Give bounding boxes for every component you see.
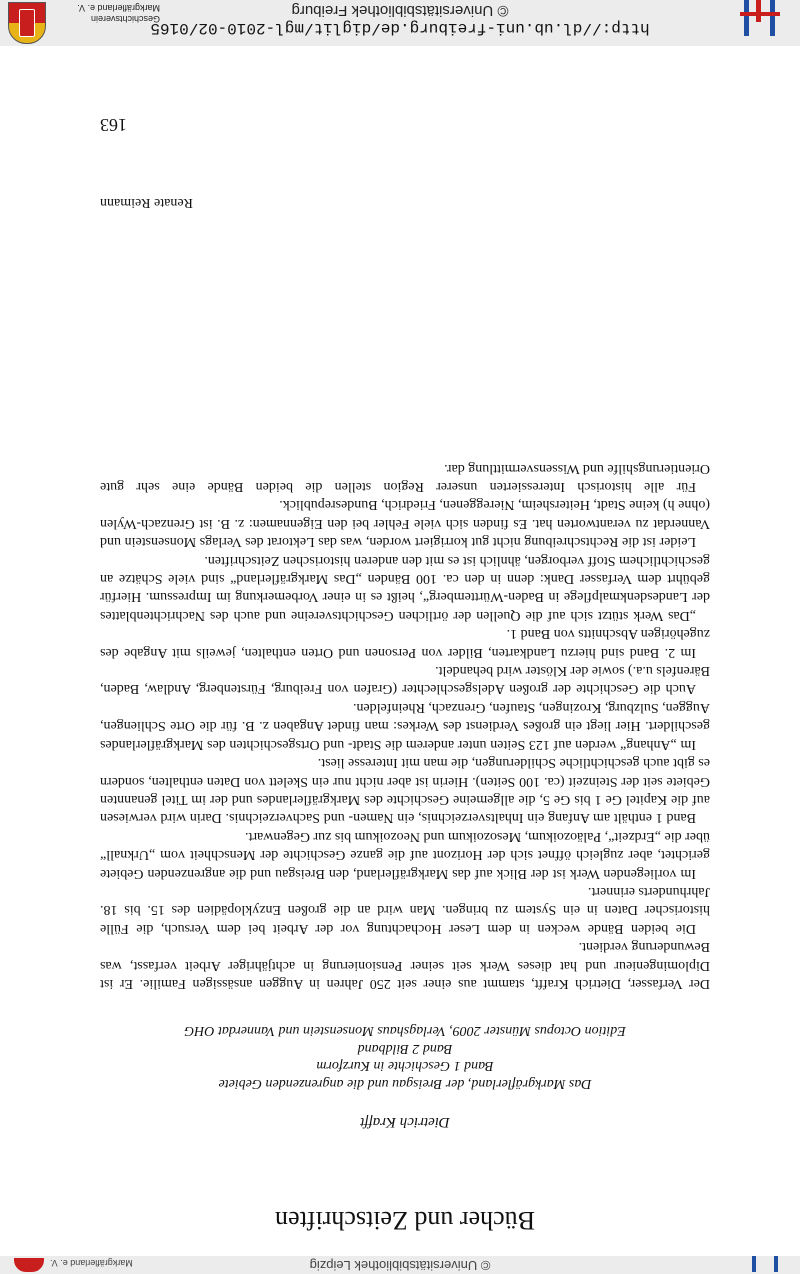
paragraph: Auch die Geschichte der großen Adelsgeschlechter (Grafen von Freiburg, Fürstenberg, Andlaw, Baden, Bärenfels u.a.) sowie der Klöster wird behandelt. bbox=[100, 663, 710, 697]
footer-crest-icon bbox=[14, 1258, 44, 1272]
geschichtsverein-crest-icon bbox=[8, 2, 46, 44]
paragraph: „Das Werk stützt sich auf die Quellen der örtlichen Geschichtsvereine und auch des Nachrichtenblattes der Landesdenkmalpflege in Baden-Württemberg“, heißt es in einer Vorbemerkung im Impressum. Hierfür gebührt dem Verfasser Dank: denn in den ca. 100 Bänden „Das Markgräflerland“ sind viele Schätze an geschichtlichem Stoff verborgen, ähnlich ist es mit den anderen historischen Zeitschriften. bbox=[100, 552, 710, 623]
copyright-notice: © Universitätsbibliothek Freiburg bbox=[291, 2, 509, 19]
paragraph: Leider ist die Rechtschreibung nicht gut korrigiert worden, was das Lektorat des Verlags Monsenstein und Vannerdat zu verantworten hat. Es finden sich viele Fehler bei den Eigennamen: z. B. ist Grenzach-Wylen (ohne h) keine Stadt, Heitersheim, Niereggenen, Friedrich, Bundesrepublick. bbox=[100, 497, 710, 550]
biblio-line: Band 2 Bildband bbox=[357, 1041, 453, 1056]
paragraph: Im 2. Band sind hierzu Landkarten, Bilder von Personen und Orten enthalten, jeweils mit Angabe des zugehörigen Abschnitts von Band 1. bbox=[100, 626, 710, 660]
paragraph: Band 1 enthält am Anfang ein Inhaltsverzeichnis, ein Namen- und Sachverzeichnis. Darin wird verwiesen auf die Kapitel Ge 1 bis Ge 5, die allgemeine Geschichte des Markgräflerlandes und der im Titel genannten Gebiete seit der Steinzeit (ca. 100 Seiten). Hierin ist aber nicht nur ein Skelett von Daten enthalten, sondern es gibt auch geschichtliche Schilderungen, die man mit Interesse liest. bbox=[100, 755, 710, 826]
viewer-footer-bar bbox=[0, 1256, 800, 1274]
paragraph: Im „Anhang“ werden auf 123 Seiten unter anderem die Stadt- und Ortsgeschichten des Markgräflerlandes geschildert. Hier liegt ein großes Verdienst des Werkes: man findet Angaben z. B. für die Orte Schliengen, Auggen, Sulzburg, Krozingen, Staufen, Grenzach, Rheinfelden. bbox=[100, 699, 710, 752]
viewer-header-bar bbox=[0, 0, 800, 46]
paragraph: Im vorliegenden Werk ist der Blick auf das Markgräflerland, den Breisgau und die angrenzenden Gebiete gerichtet, aber zugleich öffnet sich der Horizont auf die ganze Geschichte der Menschheit vom „Urknall“ über die „Erdzeit“, Paläozoikum, Mesozoikum und Neozoikum bis zur Gegenwart. bbox=[100, 828, 710, 881]
scanned-page bbox=[100, 100, 710, 1240]
footer-society-label: Markgräflerland e. V. bbox=[50, 1258, 133, 1268]
biblio-line: Das Markgräflerland, der Breisgau und die angrenzenden Gebiete bbox=[218, 1076, 592, 1091]
society-label: Geschichtsverein Markgräflerland e. V. bbox=[77, 3, 160, 24]
bibliographic-entry bbox=[100, 1022, 710, 1092]
paragraph: Für alle historisch Interessierten unserer Region stellen die beiden Bände eine sehr gute Orientierungshilfe und Wissensvermittlung dar. bbox=[100, 460, 710, 495]
book-author: Dietrich Krafft bbox=[360, 1114, 450, 1130]
reviewer-signature: Renate Reimann bbox=[100, 195, 193, 210]
biblio-line: Band 1 Geschichte in Kurzform bbox=[316, 1058, 494, 1074]
document-url[interactable]: http://dl.ub.uni-freiburg.de/diglit/mgl-2010-02/0165 bbox=[150, 19, 650, 37]
footer-copyright: © Universitätsbibliothek Leipzig bbox=[309, 1258, 491, 1273]
ub-freiburg-logo-icon bbox=[740, 0, 780, 38]
paragraph: Der Verfasser, Dietrich Krafft, stammt aus einer seit 250 Jahren in Auggen ansässigen Familie. Er ist Diplomingenieur und hat dieses Werk seit seiner Pensionierung in achtjähriger Arbeit verfasst, was Bewunderung verdient. bbox=[100, 939, 710, 991]
paragraph: Die beiden Bände wecken in dem Leser Hochachtung vor der Arbeit bei dem Versuch, die Fülle historischer Daten in ein System zu bringen. Man wird an die großen Enzyklopädien des 15. bis 18. Jahrhunderts erinnert. bbox=[100, 883, 710, 936]
page-title: Bücher und Zeitschriften bbox=[275, 1206, 535, 1235]
header-text bbox=[150, 2, 650, 39]
biblio-line: Edition Octopus Münster 2009, Verlagshaus Monsenstein und Vannerdat OHG bbox=[184, 1023, 626, 1039]
page-number: 163 bbox=[100, 115, 127, 135]
footer-ub-logo-icon bbox=[752, 1256, 778, 1272]
review-body bbox=[100, 458, 710, 992]
